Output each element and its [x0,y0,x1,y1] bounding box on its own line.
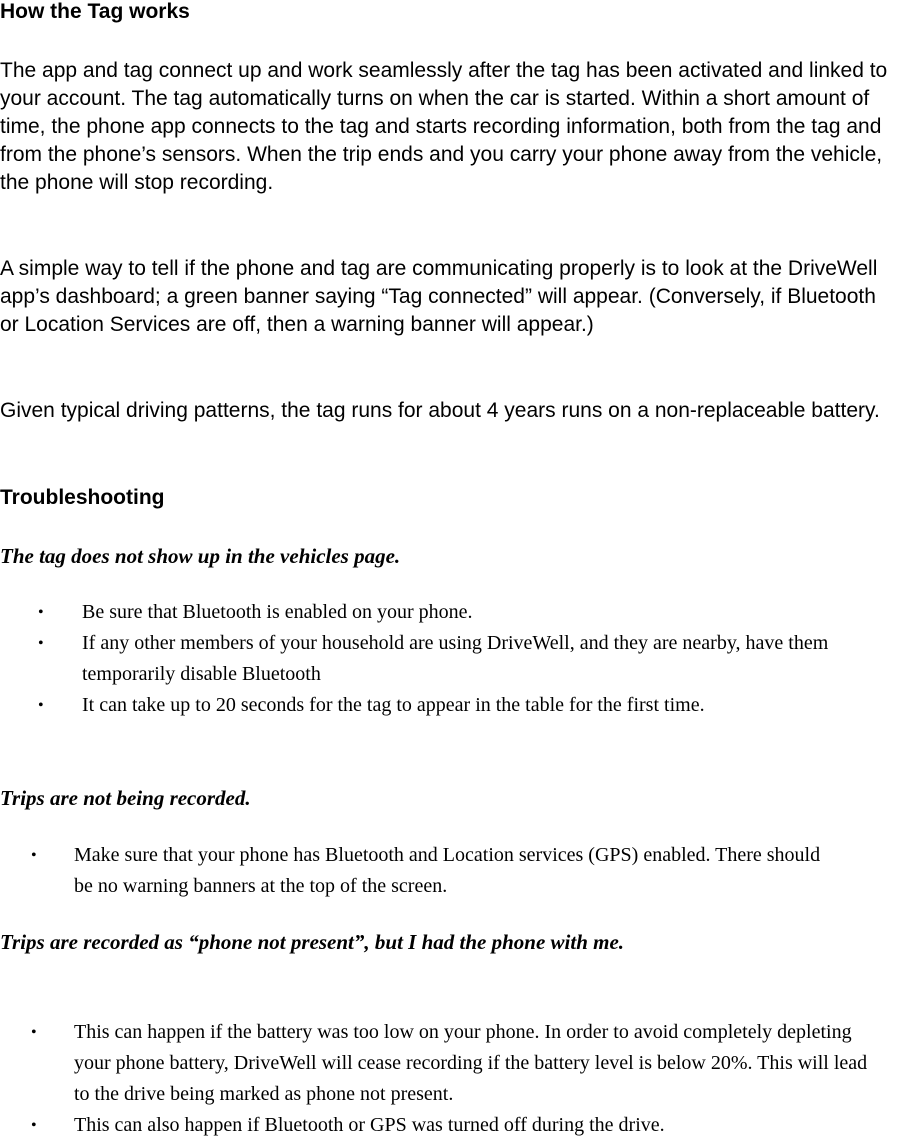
list-item-text: This can also happen if Bluetooth or GPS was turned off during the drive. [74,1114,665,1136]
how-it-works-paragraph-2: A simple way to tell if the phone and tag are communicating properly is to look at the DriveWell app’s dashboard; a green banner saying “Tag connected” will appear. (Conversely, if Bluetooth or Location Services are off, then a warning banner will appear.) [0,257,878,336]
bullet-icon: • [38,635,44,652]
issue-1-bullet-list [0,597,880,721]
issue-2-bullet-list [0,840,840,902]
bullet-icon: • [31,1024,37,1041]
list-item [0,1017,880,1110]
bullet-icon: • [31,1117,37,1134]
bullet-icon: • [38,697,44,714]
bullet-icon: • [31,847,37,864]
issue-title-phone-not-present: Trips are recorded as “phone not present”, but I had the phone with me. [0,930,625,954]
list-item [0,840,840,902]
how-it-works-paragraph-1: The app and tag connect up and work seamlessly after the tag has been activated and linked to your account. The tag automatically turns on when the car is started. Within a short amount of time, the phone app connects to the tag and starts recording information, both from the tag and from the phone’s sensors. When the trip ends and you carry your phone away from the vehicle, the phone will stop recording. [0,59,888,194]
how-it-works-heading: How the Tag works [0,0,190,23]
list-item-text: If any other members of your household are using DriveWell, and they are nearby, have them temporarily disable Bluetooth [82,632,829,685]
list-item-text: It can take up to 20 seconds for the tag to appear in the table for the first time. [82,694,705,716]
issue-3-bullet-list [0,1017,880,1141]
list-item [0,690,880,721]
how-it-works-paragraph-3: Given typical driving patterns, the tag runs for about 4 years runs on a non-replaceable battery. [0,399,880,422]
troubleshooting-heading: Troubleshooting [0,486,165,509]
bullet-icon: • [38,604,44,621]
issue-title-tag-not-showing: The tag does not show up in the vehicles page. [0,544,401,568]
list-item [0,628,880,690]
list-item [0,597,880,628]
list-item [0,1110,880,1141]
list-item-text: Make sure that your phone has Bluetooth and Location services (GPS) enabled. There should be no warning banners at the top of the screen. [74,844,821,897]
issue-title-trips-not-recorded: Trips are not being recorded. [0,786,251,810]
list-item-text: This can happen if the battery was too low on your phone. In order to avoid completely depleting your phone battery, DriveWell will cease recording if the battery level is below 20%. This will lead to the drive being marked as phone not present. [74,1021,868,1105]
list-item-text: Be sure that Bluetooth is enabled on your phone. [82,601,473,623]
